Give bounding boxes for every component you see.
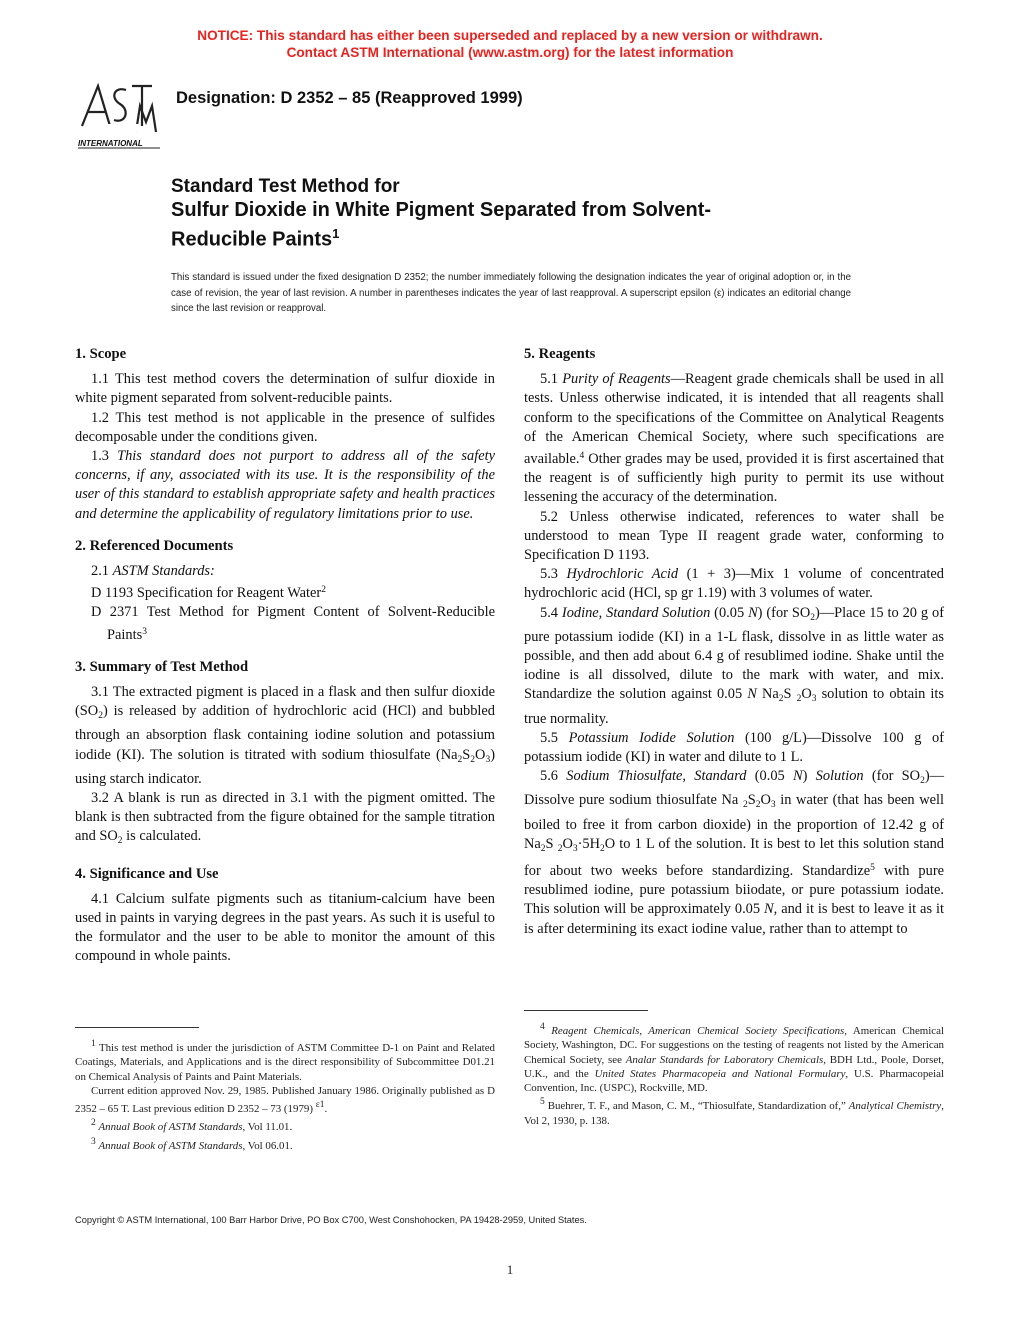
page-number: 1: [506, 1262, 514, 1277]
right-column: [524, 345, 944, 939]
title-line-1: Standard Test Method for: [171, 176, 400, 197]
footnotes-left: [75, 1037, 495, 1153]
footnote-4: 4 Reagent Chemicals, American Chemical Society Specifications, American Chemical Society, Washington, DC. For suggestions on the testing of reagents not listed by the American Chemical Society, see Analar Standards for Laboratory Chemicals, BDH Ltd., Poole, Dorset, U.K., and the United States Pharmacopeia and National Formulary, U.S. Pharmacopeial Convention, Inc. (USPC), Rockville, MD.: [524, 1022, 944, 1095]
notice-line-2: Contact ASTM International (www.astm.org) for the latest information: [286, 45, 734, 60]
reagents-5-3: 5.3 Hydrochloric Acid (1 + 3)—Mix 1 volume of concentrated hydrochloric acid (HCl, sp gr 1.19) with 3 volumes of water.: [524, 566, 944, 602]
designation: Designation: D 2352 – 85 (Reapproved 1999): [176, 89, 523, 107]
reagents-5-6: 5.6 Sodium Thiosulfate, Standard (0.05 N) Solution (for $SO_2)—Dissolve$ pure sodium thiosulfate Na $_2S_2O_3$ in water (that has been well boiled to free it from carbon dioxide) in the proportion of 12.42 g of $Na_2S$ $_2O_3\cdot 5H_2O$ to 1 L of the solution. It is best to let this solution stand for about two weeks before standardizing. Standardize$^5$ with pure resublimed iodine, pure potassium biiodate, or pure potassium iodate. This solution will be approximately 0.05 N, and it is best to leave it as it is after determining its exact iodine value, rather than to attempt to: [524, 768, 945, 937]
footnote-1: 1 This test method is under the jurisdiction of ASTM Committee D-1 on Paint and Related Coatings, Materials, and Applications and is the direct responsibility of Subcommittee D01.21 on Chemical Analysis of Paints and Paint Materials.: [75, 1039, 495, 1083]
scope-1-2: 1.2 This test method is not applicable in the presence of sulfides decomposable under the conditions given.: [75, 409, 495, 445]
copyright: Copyright © ASTM International, 100 Barr Harbor Drive, PO Box C700, West Conshohocken, PA 19428-2959, United States.: [75, 1215, 587, 1225]
reference-d2371: D 2371 Test Method for Pigment Content of Solvent-Reducible Paints$^3$: [91, 604, 495, 643]
footnotes-right: [524, 1020, 944, 1128]
logo-caption: INTERNATIONAL: [78, 139, 143, 148]
astm-logo: [74, 76, 164, 152]
footnote-3: 3 Annual Book of ASTM Standards, Vol 06.01.: [91, 1136, 293, 1152]
reagents-5-2: 5.2 Unless otherwise indicated, references to water shall be understood to mean Type II reagent grade water, conforming to Specification D 1193.: [524, 508, 944, 564]
footnote-rule-left: [75, 1027, 199, 1028]
scope-1-1: 1.1 This test method covers the determination of sulfur dioxide in white pigment separated from solvent-reducible paints.: [75, 371, 495, 407]
significance-heading: 4. Significance and Use: [75, 865, 219, 882]
footnote-rule-right: [524, 1010, 648, 1011]
title-line-3: Reducible Paints: [171, 228, 333, 251]
summary-3-2: 3.2 A blank is run as directed in 3.1 with the pigment omitted. The blank is then subtracted from the figure obtained for the sample titration and $SO_2$ is calculated.: [75, 790, 495, 847]
title-footnote-mark: 1: [332, 226, 340, 241]
left-column: [75, 345, 495, 967]
issued-statement: This standard is issued under the fixed designation D 2352; the number immediately following the designation indicates the year of original adoption or, in the case of revision, the year of last revision. A number in parentheses indicates the year of last reapproval. A superscript epsilon (ε) indicates an editorial change since the last revision or reapproval.: [171, 272, 851, 314]
document-title: [171, 175, 871, 252]
reagents-5-1: 5.1 Purity of Reagents—Reagent grade chemicals shall be used in all tests. Unless otherwise indicated, it is intended that all reagents shall conform to the specifications of the Committee on Analytical Reagents of the American Chemical Society, where such specifications are available.$^4$ Other grades may be used, provided it is first ascertained that the reagent is of sufficiently high purity to permit its use without lessening the accuracy of the determination.: [524, 371, 944, 506]
supersede-notice: [0, 27, 1020, 61]
title-line-2: Sulfur Dioxide in White Pigment Separated from Solvent-: [171, 199, 712, 221]
scope-1-3: 1.3 This standard does not purport to address all of the safety concerns, if any, associated with its use. It is the responsibility of the user of this standard to establish appropriate safety and health practices and determine the applicability of regulatory limitations prior to use.: [75, 448, 495, 522]
summary-heading: 3. Summary of Test Method: [75, 658, 249, 675]
reagents-5-4: 5.4 Iodine, Standard Solution (0.05 N) (for $SO_2)—Place$ 15 to 20 g of pure potassium iodide (KI) in a 1-L flask, dissolve in as little water as possible, and then add about 6.4 g of resublimed iodine. Shake until the iodine is all dissolved, dilute to the mark with water, and mix. Standardize the solution against 0.05 N $Na_2S$ $_2O_3$ solution to obtain its true normality.: [524, 604, 944, 727]
reagents-5-5: 5.5 Potassium Iodide Solution (100 g/L)—Dissolve 100 g of potassium iodide (KI) in water and dilute to 1 L.: [524, 729, 944, 766]
reference-d1193: D 1193 Specification for Reagent Water$^2$: [91, 585, 326, 602]
footnote-1b: Current edition approved Nov. 29, 1985. Published January 1986. Originally published as D 2352 – 65 T. Last previous edition D 2352 – 73 (1979) ε1.: [75, 1084, 495, 1116]
referenced-2-1: 2.1 ASTM Standards:: [91, 563, 215, 580]
summary-3-1: 3.1 The extracted pigment is placed in a flask and then sulfur dioxide $(SO_2)$ is released by addition of hydrochloric acid (HCl) and bubbled through an absorption flask containing iodine solution and potassium iodide (KI). The solution is titrated with sodium thiosulfate $(Na_2S_2O_3)$ using starch indicator.: [75, 684, 495, 787]
significance-4-1: 4.1 Calcium sulfate pigments such as titanium-calcium have been used in paints in varying degrees in the past years. As such it is useful to the formulator and the user to be able to monitor the amount of this compound in whole paints.: [75, 890, 495, 965]
scope-heading: 1. Scope: [75, 346, 127, 362]
referenced-heading: 2. Referenced Documents: [75, 537, 234, 554]
notice-line-1: NOTICE: This standard has either been superseded and replaced by a new version or withdrawn.: [197, 28, 823, 43]
reagents-heading: 5. Reagents: [524, 346, 596, 362]
footnote-5: 5 Buehrer, T. F., and Mason, C. M., “Thiosulfate, Standardization of,” Analytical Chemistry, Vol 2, 1930, p. 138.: [524, 1097, 944, 1127]
footnote-2: 2 Annual Book of ASTM Standards, Vol 11.01.: [91, 1118, 293, 1134]
